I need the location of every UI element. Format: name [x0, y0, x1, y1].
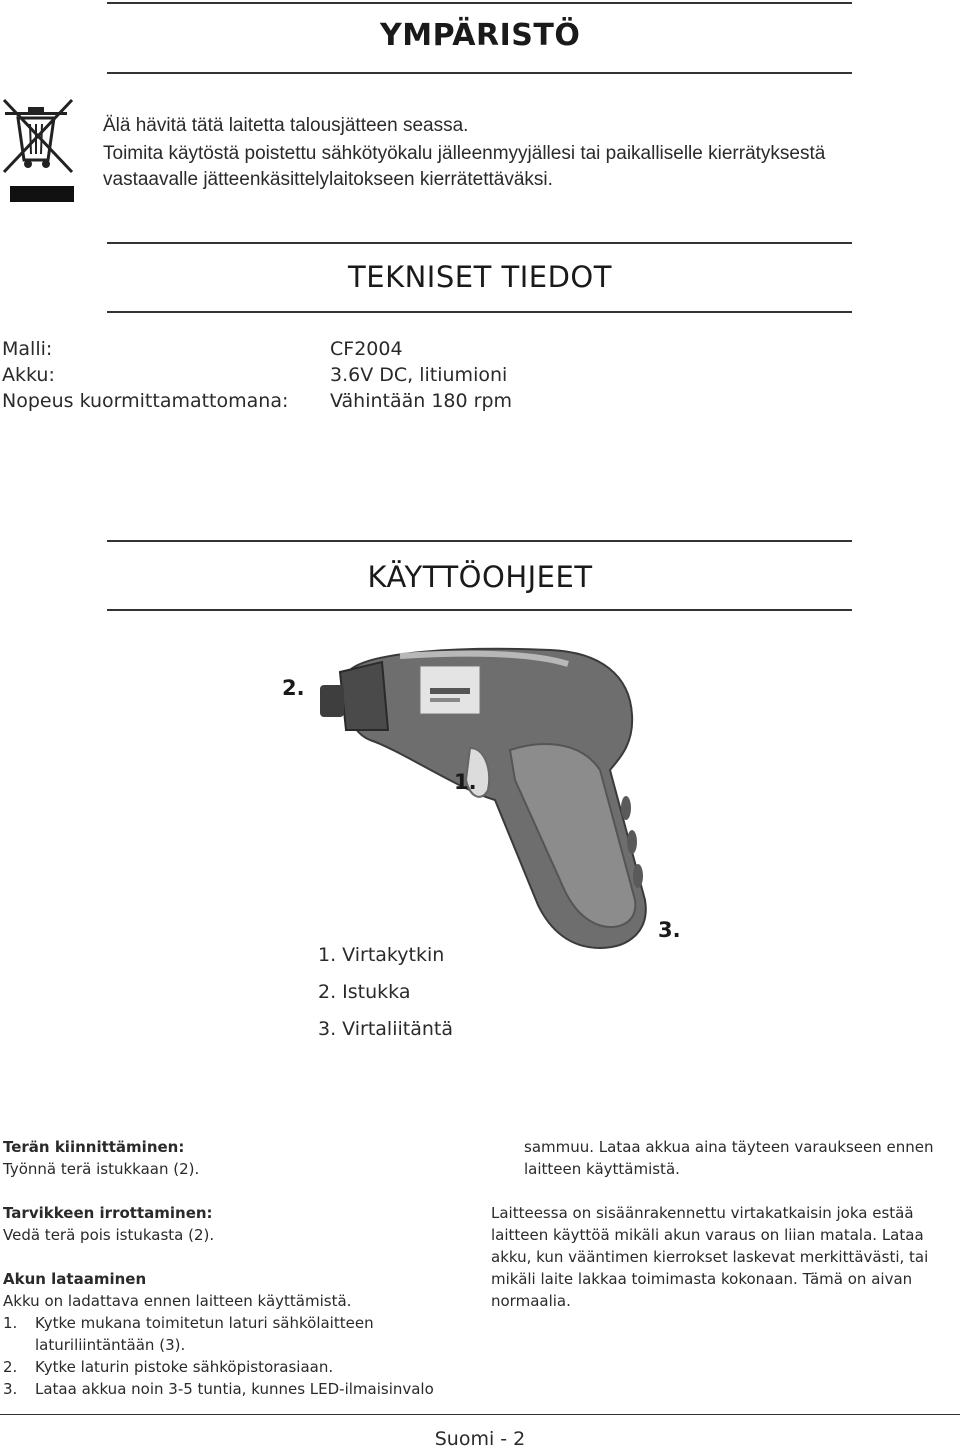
protection-text-line: Laitteessa on sisäänrakennettu virtakatkaisin joka estää — [491, 1204, 914, 1222]
protection-text-line: akku, kun vääntimen kierrokset laskevat merkittävästi, tai — [491, 1248, 929, 1266]
bit-install-text: Työnnä terä istukkaan (2). — [3, 1160, 200, 1178]
environment-bottom-rule — [107, 72, 852, 74]
protection-text-line: normaalia. — [491, 1292, 571, 1310]
usage-bottom-rule — [107, 609, 852, 611]
page-number: Suomi - 2 — [434, 1428, 526, 1450]
step-number: 1. — [3, 1314, 18, 1332]
footer-rule — [0, 1414, 960, 1415]
charging-text: Akku on ladattava ennen laitteen käyttämistä. — [3, 1292, 352, 1310]
callout-chuck: 2. — [282, 676, 305, 700]
spec-value-speed: Vähintään 180 rpm — [330, 390, 513, 412]
screwdriver-illustration — [310, 630, 670, 970]
part-list-item-charger-port: 3. Virtaliitäntä — [318, 1018, 453, 1040]
step-text: Lataa akkua noin 3-5 tuntia, kunnes LED-ilmaisinvalo — [35, 1380, 434, 1398]
part-list-item-chuck: 2. Istukka — [318, 981, 411, 1003]
spec-value-battery: 3.6V DC, litiumioni — [330, 364, 508, 386]
step-text-line: laturiliintäntään (3). — [35, 1336, 186, 1354]
protection-text-line: laitteen käyttöä mikäli akun varaus on liian matala. Lataa — [491, 1226, 924, 1244]
accessory-remove-text: Vedä terä pois istukasta (2). — [3, 1226, 215, 1244]
environment-top-rule — [107, 2, 852, 4]
accessory-remove-heading: Tarvikkeen irrottaminen: — [3, 1204, 213, 1222]
spec-value-model: CF2004 — [330, 338, 403, 360]
charging-step — [3, 1356, 473, 1378]
environment-title: YMPÄRISTÖ — [380, 18, 581, 53]
charging-continued-line: laitteen käyttämistä. — [524, 1160, 680, 1178]
charging-step — [3, 1312, 473, 1356]
part-list-item-switch: 1. Virtakytkin — [318, 944, 445, 966]
environment-line-3: vastaavalle jätteenkäsittelylaitokseen kierrätettäväksi. — [103, 169, 553, 190]
step-text: Kytke laturin pistoke sähköpistorasiaan. — [35, 1358, 334, 1376]
spec-label-model: Malli: — [2, 338, 53, 360]
usage-title: KÄYTTÖOHJEET — [367, 560, 593, 594]
callout-charger-port: 3. — [658, 918, 681, 942]
step-number: 3. — [3, 1380, 18, 1398]
charging-continued-line: sammuu. Lataa akkua aina täyteen varaukseen ennen — [524, 1138, 934, 1156]
environment-line-1: Älä hävitä tätä laitetta talousjätteen seassa. — [103, 115, 469, 136]
environment-line-2: Toimita käytöstä poistettu sähkötyökalu jälleenmyyjällesi tai paikalliselle kierrätyksestä — [103, 143, 826, 164]
instructions-right-column-top — [524, 1136, 954, 1180]
callout-switch: 1. — [454, 770, 477, 794]
protection-text-line: mikäli laite lakkaa toimimasta kokonaan. Tämä on aivan — [491, 1270, 913, 1288]
tech-top-rule — [107, 242, 852, 244]
step-text — [35, 1312, 374, 1356]
step-number: 2. — [3, 1358, 18, 1376]
step-text-line: Kytke mukana toimitetun laturi sähkölaitteen — [35, 1314, 374, 1332]
weee-bin-icon — [0, 98, 80, 206]
tech-title: TEKNISET TIEDOT — [348, 260, 612, 294]
instructions-right-column — [491, 1202, 956, 1312]
instructions-left-column — [3, 1136, 473, 1400]
charging-heading: Akun lataaminen — [3, 1270, 147, 1288]
charging-step — [3, 1378, 473, 1400]
spec-label-battery: Akku: — [2, 364, 55, 386]
tech-bottom-rule — [107, 311, 852, 313]
usage-top-rule — [107, 540, 852, 542]
bit-install-heading: Terän kiinnittäminen: — [3, 1138, 185, 1156]
spec-label-speed: Nopeus kuormittamattomana: — [2, 390, 289, 412]
